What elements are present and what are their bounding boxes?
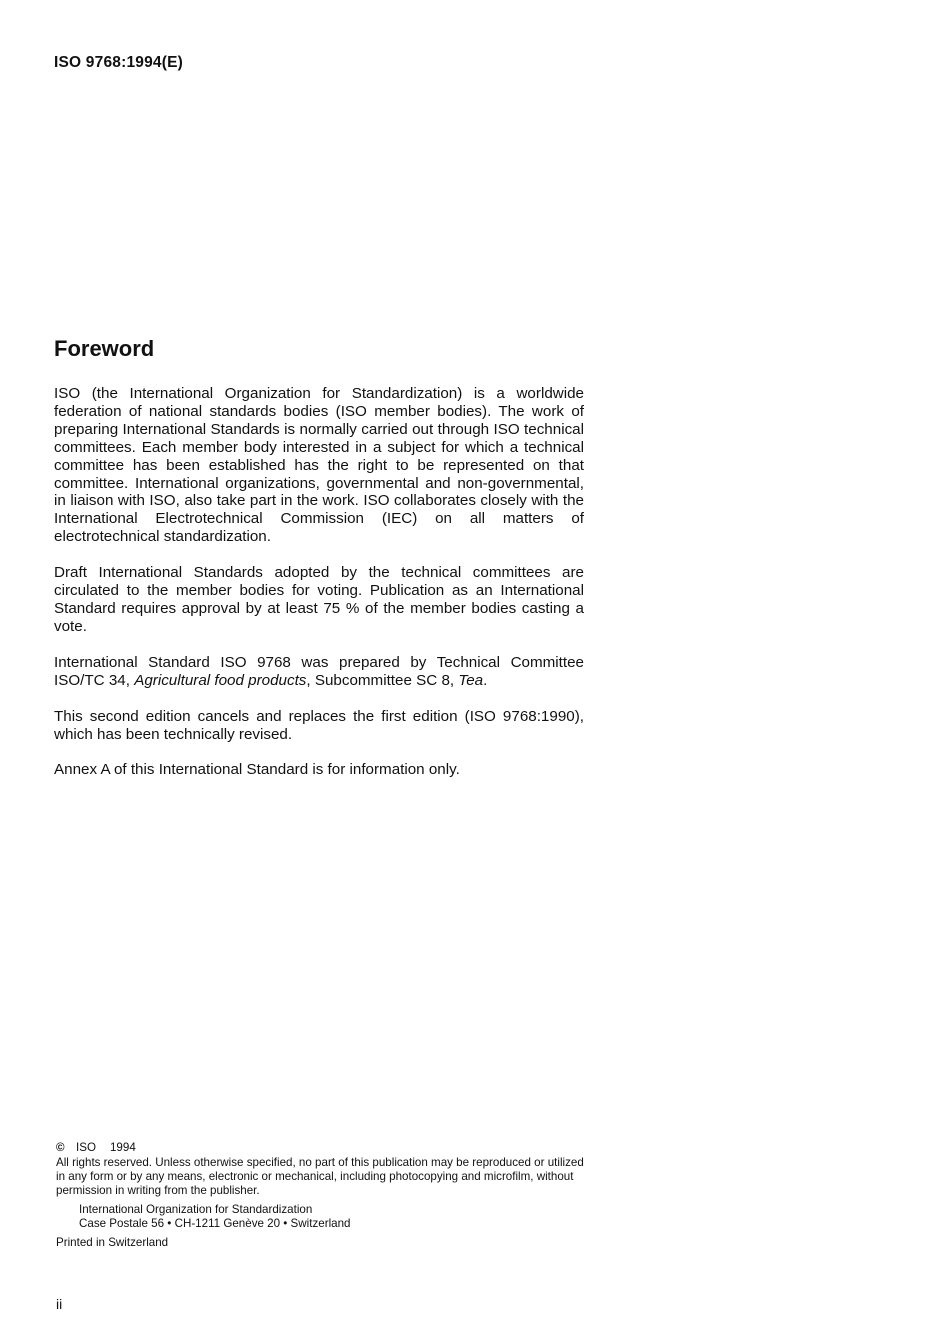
publisher-address bbox=[56, 1203, 596, 1231]
foreword-paragraph-edition: This second edition cancels and replaces the first edition (ISO 9768:1990), which has been technically revised. bbox=[54, 707, 584, 743]
copyright-year: 1994 bbox=[109, 1141, 136, 1154]
foreword-paragraph-prepared bbox=[54, 654, 584, 690]
printed-location: Printed in Switzerland bbox=[56, 1236, 169, 1249]
foreword-body bbox=[54, 385, 584, 797]
foreword-paragraph-iso: ISO (the International Organization for Standardization) is a worldwide federation of national standards bodies (ISO member bodies). The work of preparing International Standards is normally carried out through ISO technical committees. Each member body interested in a subject for which a technical committee has been established has the right to be represented on that committee. International organizations, governmental and non-governmental, in liaison with ISO, also take part in the work. ISO collaborates closely with the International Electrotechnical Commission (IEC) on all matters of electrotechnical standardization. bbox=[54, 385, 584, 546]
copyright-icon: © bbox=[56, 1141, 65, 1154]
subcommittee-title: Tea bbox=[458, 671, 484, 689]
copyright-line bbox=[56, 1141, 596, 1155]
foreword-paragraph-annex: Annex A of this International Standard is for information only. bbox=[54, 761, 460, 779]
publisher-postal-address: Case Postale 56 • CH-1211 Genève 20 • Switzerland bbox=[79, 1217, 351, 1230]
committee-title: Agricultural food products bbox=[134, 671, 307, 689]
prepared-middle: , Subcommittee SC 8, bbox=[306, 671, 459, 689]
rights-statement: All rights reserved. Unless otherwise specified, no part of this publication may be reproduced or utilized in any form or by any means, electronic or mechanical, including photocopying and microfilm, without permission in writing from the publisher. bbox=[56, 1156, 584, 1197]
prepared-suffix: . bbox=[483, 671, 488, 689]
copyright-block bbox=[56, 1141, 596, 1250]
copyright-organization: ISO bbox=[76, 1141, 96, 1154]
document-identifier: ISO 9768:1994(E) bbox=[54, 54, 183, 71]
prepared-prefix: International Standard ISO 9768 was prepared by Technical Committee ISO/TC 34, bbox=[54, 653, 584, 689]
foreword-heading: Foreword bbox=[54, 336, 155, 361]
foreword-paragraph-draft: Draft International Standards adopted by the technical committees are circulated to the member bodies for voting. Publication as an International Standard requires approval by at least 75 % of the member bodies casting a vote. bbox=[54, 564, 584, 635]
publisher-name: International Organization for Standardization bbox=[79, 1203, 313, 1216]
page-number: ii bbox=[56, 1296, 63, 1312]
